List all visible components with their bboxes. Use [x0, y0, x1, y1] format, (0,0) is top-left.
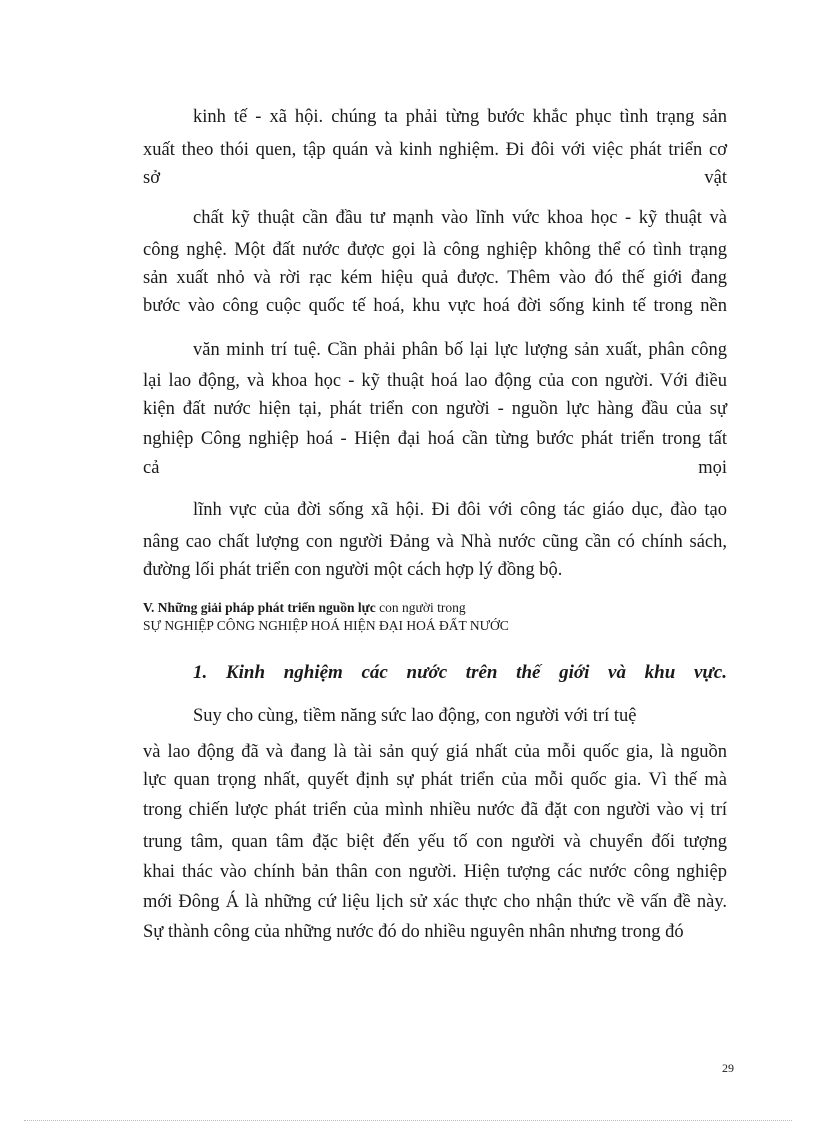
text-line: trong chiến lược phát triển của mình nhiều nước đã đặt con người vào vị trí: [143, 800, 727, 820]
text-word: mọi: [698, 458, 727, 478]
text-line: đường lối phát triển con người một cách hợp lý đồng bộ.: [143, 560, 563, 580]
page-number: 29: [722, 1061, 734, 1075]
text-line-split: [143, 166, 727, 190]
text-word: sở: [143, 168, 160, 188]
text-line-split: [143, 456, 727, 480]
text-line: kiện đất nước hiện tại, phát triển con người - nguồn lực hàng đầu của sự: [143, 399, 727, 419]
text-line: nghiệp Công nghiệp hoá - Hiện đại hoá cần từng bước phát triển trong tất: [143, 429, 727, 449]
text-line: lĩnh vực của đời sống xã hội. Đi đôi với công tác giáo dục, đào tạo: [193, 500, 727, 520]
text-line: và lao động đã và đang là tài sản quý giá nhất của mỗi quốc gia, là nguồn: [143, 742, 727, 762]
section-heading-line2: SỰ NGHIỆP CÔNG NGHIỆP HOÁ HIỆN ĐẠI HOÁ ĐẤT NƯỚC: [143, 618, 509, 633]
text-line: lực quan trọng nhất, quyết định sự phát triển của mỗi quốc gia. Vì thế mà: [143, 770, 727, 790]
text-line: lại lao động, và khoa học - kỹ thuật hoá lao động của con người. Với điều: [143, 371, 727, 391]
section-heading-rest: con người trong: [375, 600, 466, 615]
text-line: sản xuất nhỏ và rời rạc kém hiệu quả được. Thêm vào đó thế giới đang: [143, 268, 727, 288]
text-line: nâng cao chất lượng con người Đảng và Nhà nước cũng cần có chính sách,: [143, 532, 727, 552]
text-line: xuất theo thói quen, tập quán và kinh nghiệm. Đi đôi với việc phát triển cơ: [143, 140, 727, 160]
footer-divider: [24, 1120, 792, 1121]
text-word: cả: [143, 458, 160, 478]
text-line: Suy cho cùng, tiềm năng sức lao động, con người với trí tuệ: [193, 706, 637, 726]
section-heading-bold: V. Những giải pháp phát triển nguồn lực: [143, 600, 376, 615]
text-line: kinh tế - xã hội. chúng ta phải từng bước khắc phục tình trạng sản: [193, 107, 727, 127]
text-line: khai thác vào chính bản thân con người. Hiện tượng các nước công nghiệp: [143, 862, 727, 882]
section-heading: [143, 600, 466, 616]
text-word: vật: [704, 168, 727, 188]
text-line: Sự thành công của những nước đó do nhiều nguyên nhân nhưng trong đó: [143, 922, 684, 942]
text-line: mới Đông Á là những cứ liệu lịch sử xác thực cho nhận thức về vấn đề này.: [143, 892, 727, 912]
subsection-heading: 1. Kinh nghiệm các nước trên thế giới và khu vực.: [193, 662, 727, 683]
text-line: trung tâm, quan tâm đặc biệt đến yếu tố con người và chuyển đối tượng: [143, 832, 727, 852]
text-line: chất kỹ thuật cần đầu tư mạnh vào lĩnh vức khoa học - kỹ thuật và: [193, 208, 727, 228]
text-line: công nghệ. Một đất nước được gọi là công nghiệp không thể có tình trạng: [143, 240, 727, 260]
text-line: văn minh trí tuệ. Cần phải phân bố lại lực lượng sản xuất, phân công: [193, 340, 727, 360]
text-line: bước vào công cuộc quốc tế hoá, khu vực hoá đời sống kinh tế trong nền: [143, 296, 727, 316]
